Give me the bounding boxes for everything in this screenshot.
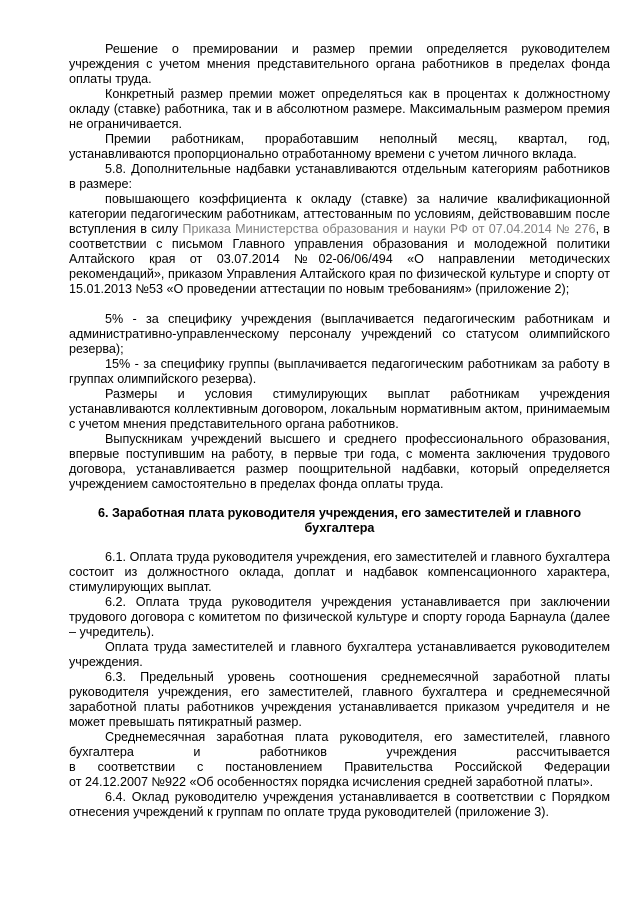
paragraph-bonus-decision: Решение о премировании и размер премии определяется руководителем учреждения с учетом мнения представительного органа работников в пределах фонда оплаты труда. xyxy=(69,42,610,86)
section-6-heading-line-2: бухгалтера xyxy=(304,521,375,535)
paragraph-6-2-deputies: Оплата труда заместителей и главного бухгалтера устанавливается руководителем учреждения. xyxy=(69,640,610,669)
paragraph-text: повышающего коэффициента к окладу (ставке) за наличие квалификационной категории педагогическим работникам, аттестованным по условиям, действовавшим после вступления в силу xyxy=(69,192,610,236)
paragraph-6-2: 6.2. Оплата труда руководителя учреждения устанавливается при заключении трудового договора с комитетом по физической культуре и спорту города Барнаула (далее – учредитель). xyxy=(69,595,610,639)
paragraph-average-salary-line-1: Среднемесячная заработная плата руководителя, его заместителей, главного xyxy=(105,730,610,744)
paragraph-average-salary-line-3: в соответствии с постановлением Правительства Российской Федерации xyxy=(69,760,610,774)
paragraph-incentive-conditions: Размеры и условия стимулирующих выплат работникам учреждения устанавливаются коллективным договором, локальным нормативным актом, принимаемым с учетом мнения представительного органа работников. xyxy=(69,387,610,431)
paragraph-5-8-additional-allowances: 5.8. Дополнительные надбавки устанавливаются отдельным категориям работников в размере: xyxy=(69,162,610,191)
paragraph-average-salary-line-4: от 24.12.2007 №922 «Об особенностях порядка исчисления средней заработной платы». xyxy=(69,775,594,789)
paragraph-bonus-size: Конкретный размер премии может определяться как в процентах к должностному окладу (ставке) работника, так и в абсолютном размере. Максимальным размером премия не ограничивается. xyxy=(69,87,610,131)
paragraph-15-percent-allowance: 15% - за специфику группы (выплачивается педагогическим работникам за работу в группах олимпийского резерва). xyxy=(69,357,610,386)
paragraph-6-3: 6.3. Предельный уровень соотношения среднемесячной заработной платы руководителя учреждения, его заместителей, главного бухгалтера и среднемесячной заработной платы работников учреждения устанавливается приказом учредителя и не может превышать пятикратный размер. xyxy=(69,670,610,729)
section-6-heading-line-1: 6. Заработная плата руководителя учреждения, его заместителей и главного xyxy=(97,506,582,520)
paragraph-graduate-allowance: Выпускникам учреждений высшего и среднего профессионального образования, впервые поступившим на работу, в первые три года, с момента заключения трудового договора, устанавливается размер поощрительной надбавки, который определяется учреждением самостоятельно в пределах фонда оплаты труда. xyxy=(69,432,610,491)
paragraph-5-percent-allowance: 5% - за специфику учреждения (выплачивается педагогическим работникам и административно-управленческому персоналу учреждений со статусом олимпийского резерва); xyxy=(69,312,610,356)
paragraph-partial-month-bonus: Премии работникам, проработавшим неполный месяц, квартал, год, устанавливаются пропорционально отработанному времени с учетом личного вклада. xyxy=(69,132,610,161)
paragraph-6-4: 6.4. Оклад руководителю учреждения устанавливается в соответствии с Порядком отнесения учреждений к группам по оплате труда руководителей (приложение 3). xyxy=(69,790,610,819)
order-link[interactable]: Приказа Министерства образования и науки РФ от 07.04.2014 № 276 xyxy=(182,222,596,236)
paragraph-qualification-coefficient xyxy=(69,192,610,297)
paragraph-6-1: 6.1. Оплата труда руководителя учреждения, его заместителей и главного бухгалтера состоит из должностного оклада, доплат и надбавок компенсационного характера, стимулирующих выплат. xyxy=(69,550,610,594)
paragraph-average-salary-line-2: бухгалтера и работников учреждения рассчитывается xyxy=(69,745,610,759)
paragraph-text: , в соответствии с письмом Главного управления образования и молодежной политики Алтайского края от 03.07.2014 №02-06/06/494 «О направлении методических рекомендаций», приказом Управления Алтайского края по физической культуре и спорту от 15.01.2013 №53 «О проведении аттестации по новым требованиям» (приложение 2); xyxy=(69,222,610,296)
